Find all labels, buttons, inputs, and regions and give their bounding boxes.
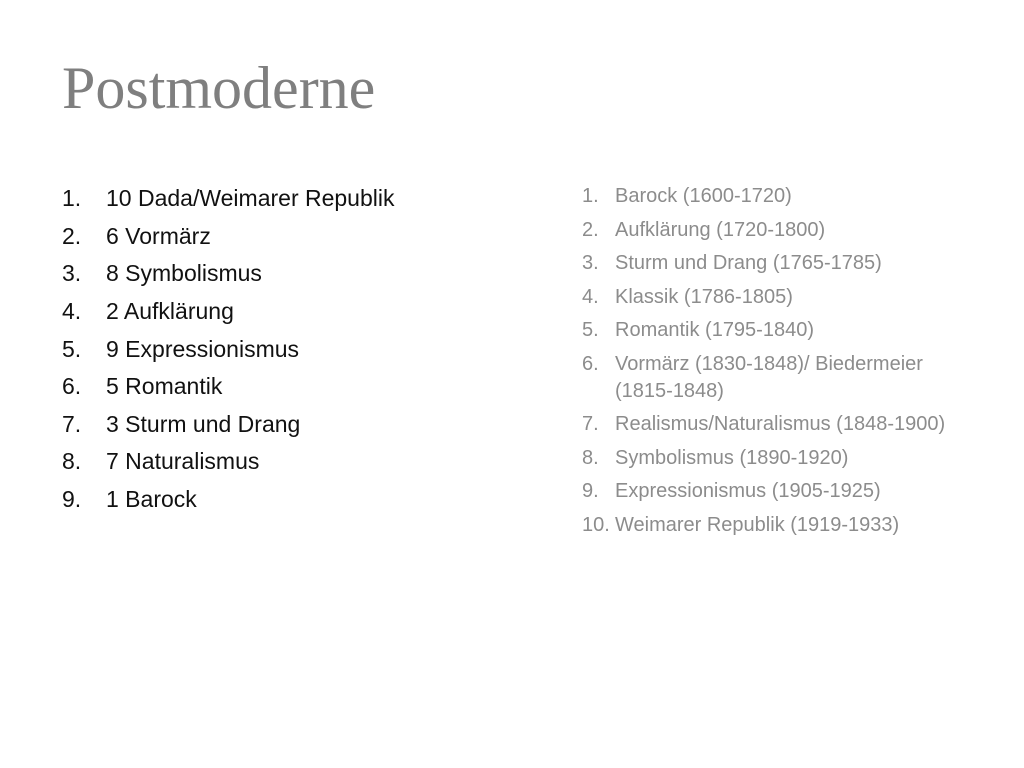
list-text: 7 Naturalismus: [106, 448, 260, 475]
list-number: 6.: [62, 373, 82, 400]
list-item: [62, 180, 395, 218]
list-text: 1 Barock: [106, 486, 197, 513]
list-text: Romantik (1795-1840): [615, 319, 814, 341]
list-text: 2 Aufklärung: [106, 298, 234, 325]
epoch-list: [582, 183, 982, 545]
list-item: [582, 512, 982, 539]
list-text: 5 Romantik: [106, 373, 223, 400]
list-number: 7.: [582, 413, 599, 435]
list-text: Expressionismus (1905-1925): [615, 480, 881, 502]
list-number: 1.: [582, 185, 599, 207]
list-text: 3 Sturm und Drang: [106, 410, 301, 437]
list-text: 8 Symbolismus: [106, 260, 262, 287]
list-text: 6 Vormärz: [106, 222, 211, 249]
list-text: Sturm und Drang (1765-1785): [615, 252, 882, 274]
list-number: 6.: [582, 352, 599, 375]
list-number: 3.: [582, 252, 599, 274]
list-number: 3.: [62, 260, 82, 287]
list-item: [582, 317, 982, 344]
list-item: [582, 411, 982, 438]
list-item: [62, 406, 395, 444]
list-item: [582, 250, 982, 277]
list-number: 4.: [62, 298, 82, 325]
list-item: [62, 255, 395, 293]
list-text: 9 Expressionismus: [106, 335, 300, 362]
list-number: 4.: [582, 285, 599, 308]
list-item: [62, 481, 395, 519]
list-number: 10.: [582, 513, 610, 536]
list-number: 7.: [62, 410, 82, 437]
list-number: 9.: [62, 486, 82, 513]
list-item: [582, 284, 982, 311]
list-number: 9.: [582, 480, 599, 502]
list-item: [62, 330, 395, 368]
list-text: Klassik (1786-1805): [615, 285, 793, 308]
list-number: 5.: [582, 319, 599, 341]
list-text: Aufklärung (1720-1800): [615, 218, 826, 241]
list-text: Realismus/Naturalismus (1848-1900): [615, 413, 946, 435]
list-number: 8.: [582, 446, 599, 469]
list-number: 5.: [62, 335, 82, 362]
list-item: [582, 478, 982, 505]
list-text: Symbolismus (1890-1920): [615, 446, 849, 469]
list-item: [582, 351, 982, 405]
list-number: 8.: [62, 448, 82, 475]
list-item: [582, 445, 982, 472]
list-number: 2.: [62, 222, 82, 249]
list-text: 10 Dada/Weimarer Republik: [106, 185, 395, 212]
slide-title: Postmoderne: [62, 55, 376, 121]
list-number: 2.: [582, 218, 599, 241]
list-text: Vormärz (1830-1848)/ Biedermeier (1815-1848): [615, 352, 923, 402]
list-item: [62, 368, 395, 406]
list-item: [582, 183, 982, 210]
list-item: [62, 443, 395, 481]
list-item: [62, 293, 395, 331]
answer-list: [62, 180, 395, 518]
list-text: Weimarer Republik (1919-1933): [615, 513, 900, 536]
list-item: [62, 218, 395, 256]
list-number: 1.: [62, 185, 82, 212]
list-item: [582, 217, 982, 244]
list-text: Barock (1600-1720): [615, 185, 792, 207]
